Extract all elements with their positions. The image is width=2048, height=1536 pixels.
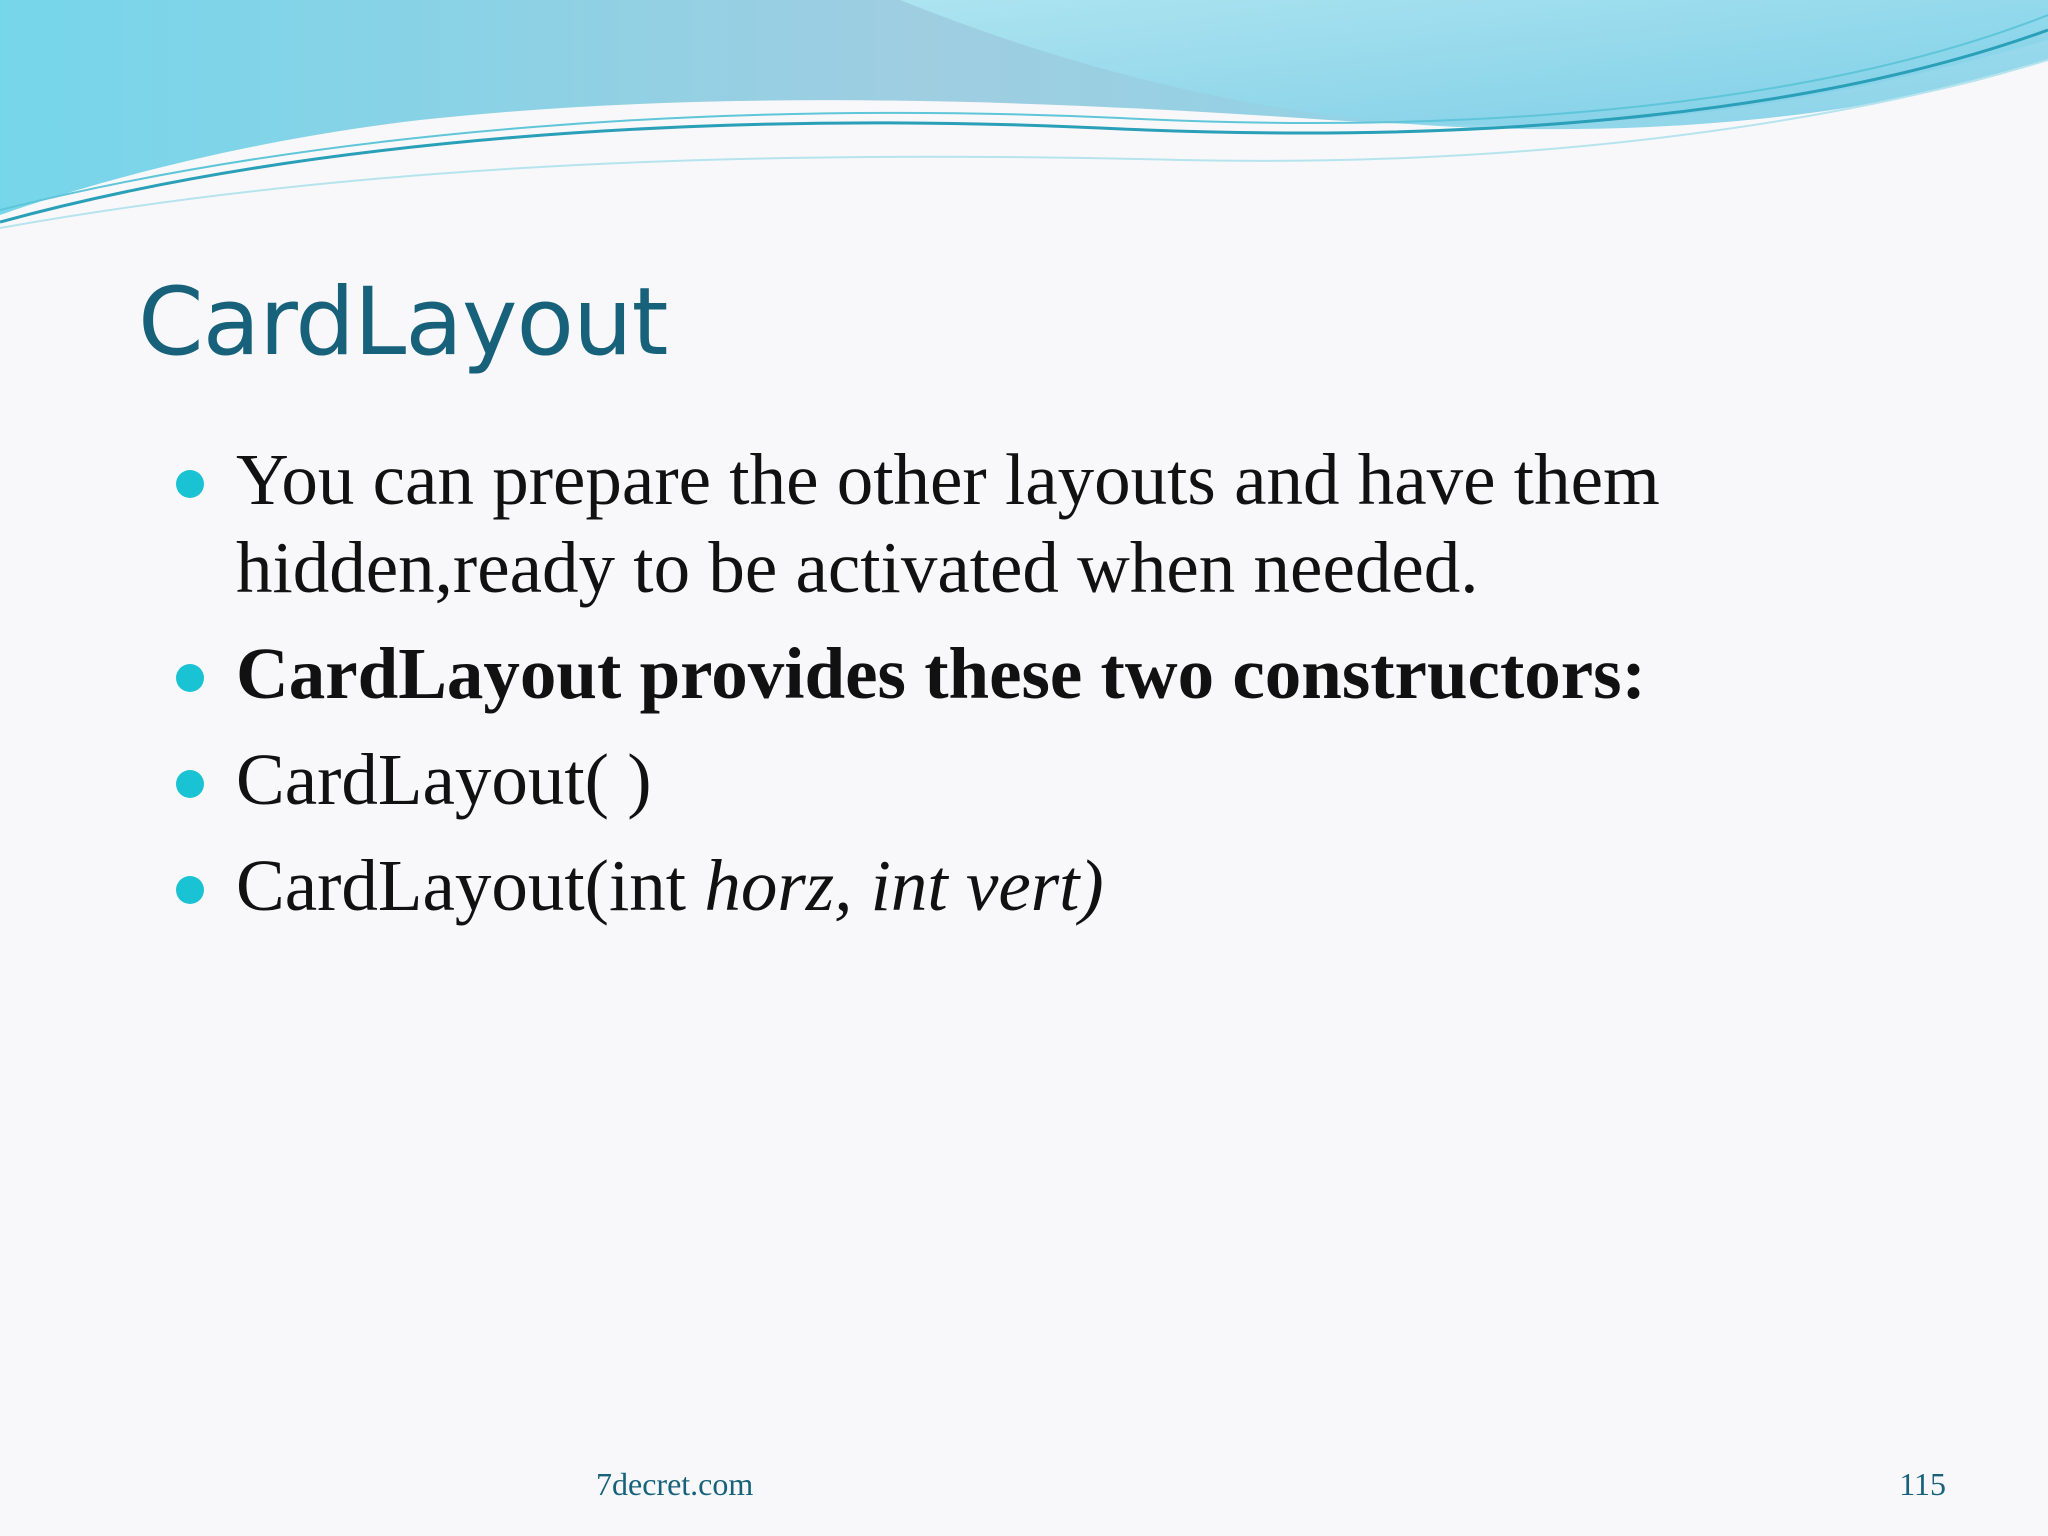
bullet-dot-icon [176,664,204,692]
bullet-item [176,736,2016,824]
bullet-dot-icon [176,470,204,498]
header-wave-decoration [0,0,2048,240]
page-number: 115 [1899,1466,1946,1502]
bullet-dot-icon [176,876,204,904]
bullet-text: CardLayout( ) [236,739,652,820]
slide-title: CardLayout [138,268,668,377]
bullet-item [176,842,2016,930]
bullet-text-italic: horz, int vert) [704,845,1104,926]
bullet-item [176,436,2016,612]
bullet-item [176,630,2016,718]
bullet-dot-icon [176,770,204,798]
bullet-text: CardLayout provides these two constructors: [236,633,1646,714]
footer-site: 7decret.com [596,1466,754,1502]
bullet-text: You can prepare the other layouts and have them hidden,ready to be activated when needed. [236,439,1660,608]
bullet-list [176,436,2016,948]
bullet-text-prefix: CardLayout(int [236,845,705,926]
